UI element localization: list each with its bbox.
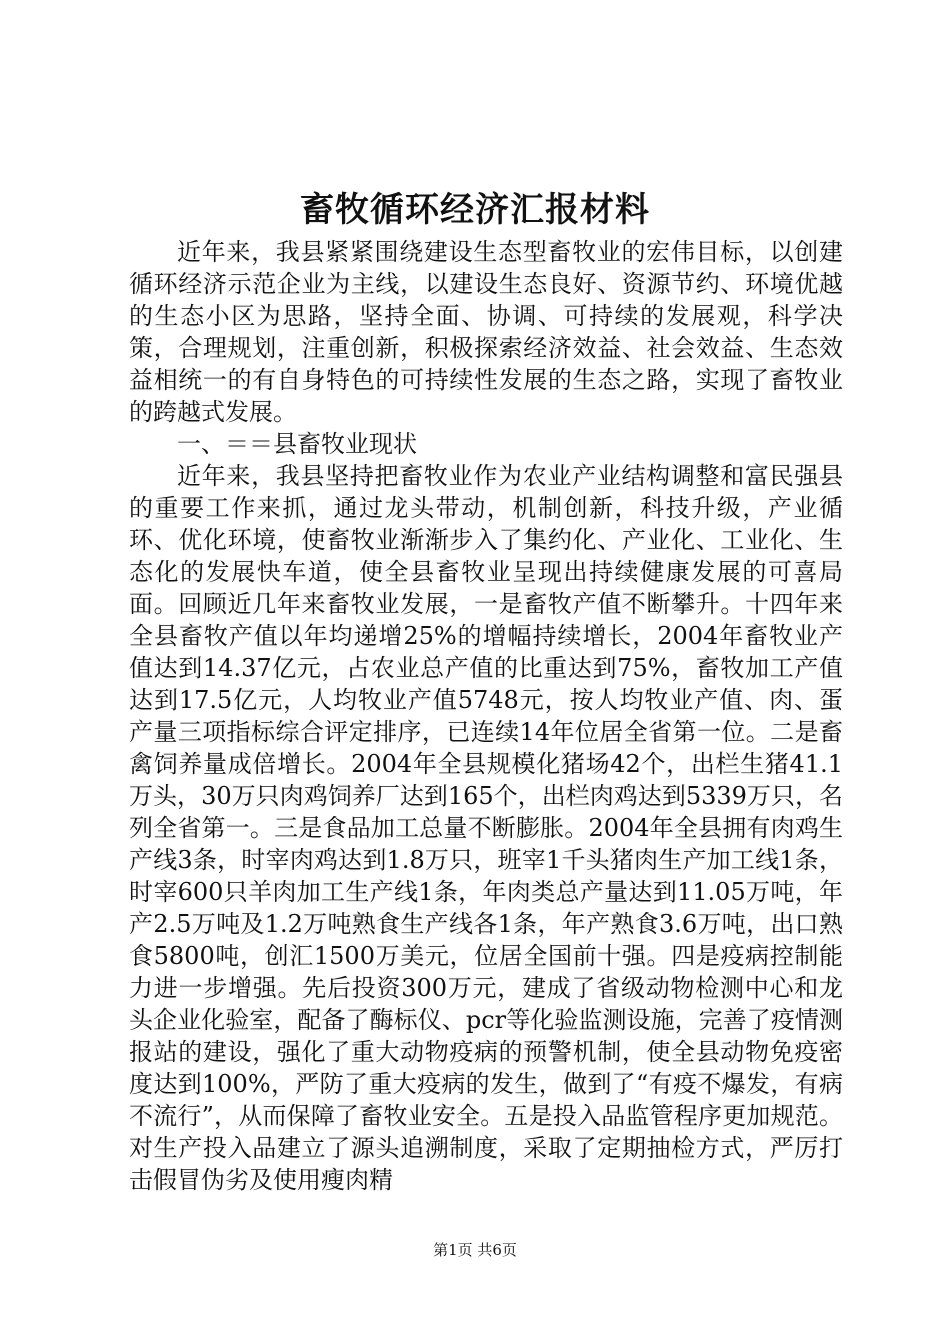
document-body [129,236,843,1196]
section-heading: 一、＝＝县畜牧业现状 [177,430,417,458]
paragraph-intro: 近年来，我县紧紧围绕建设生态型畜牧业的宏伟目标，以创建循环经济示范企业为主线，以建设生态良好、资源节约、环境优越的生态小区为思路，坚持全面、协调、可持续的发展观，科学决策，合理规划，注重创新，积极探索经济效益、社会效益、生态效益相统一的有自身特色的可持续性发展的生态之路，实现了畜牧业的跨越式发展。 [129,238,843,426]
paragraph-status: 近年来，我县坚持把畜牧业作为农业产业结构调整和富民强县的重要工作来抓，通过龙头带动，机制创新，科技升级，产业循环、优化环境，使畜牧业渐渐步入了集约化、产业化、工业化、生态化的发展快车道，使全县畜牧业呈现出持续健康发展的可喜局面。回顾近几年来畜牧业发展，一是畜牧产值不断攀升。十四年来全县畜牧产值以年均递增25%的增幅持续增长，2004年畜牧业产值达到14.37亿元，占农业总产值的比重达到75%，畜牧加工产值达到17.5亿元，人均牧业产值5748元，按人均牧业产值、肉、蛋产量三项指标综合评定排序，已连续14年位居全省第一位。二是畜禽饲养量成倍增长。2004年全县规模化猪场42个，出栏生猪41.1万头，30万只肉鸡饲养厂达到165个，出栏肉鸡达到5339万只，名列全省第一。三是食品加工总量不断膨胀。2004年全县拥有肉鸡生产线3条，时宰肉鸡达到1.8万只，班宰1千头猪肉生产加工线1条，时宰600只羊肉加工生产线1条，年肉类总产量达到11.05万吨，年产2.5万吨及1.2万吨熟食生产线各1条，年产熟食3.6万吨，出口熟食5800吨，创汇1500万美元，位居全国前十强。四是疫病控制能力进一步增强。先后投资300万元，建成了省级动物检测中心和龙头企业化验室，配备了酶标仪、pcr等化验监测设施，完善了疫情测报站的建设，强化了重大动物疫病的预警机制，使全县动物免疫密度达到100%，严防了重大疫病的发生，做到了“有疫不爆发，有病不流行”，从而保障了畜牧业安全。五是投入品监管程序更加规范。对生产投入品建立了源头追溯制度，采取了定期抽检方式，严厉打击假冒伪劣及使用瘦肉精 [129,462,843,1194]
page-footer: 第1页 共6页 [433,1241,517,1259]
document-title: 畜牧循环经济汇报材料 [300,190,650,230]
